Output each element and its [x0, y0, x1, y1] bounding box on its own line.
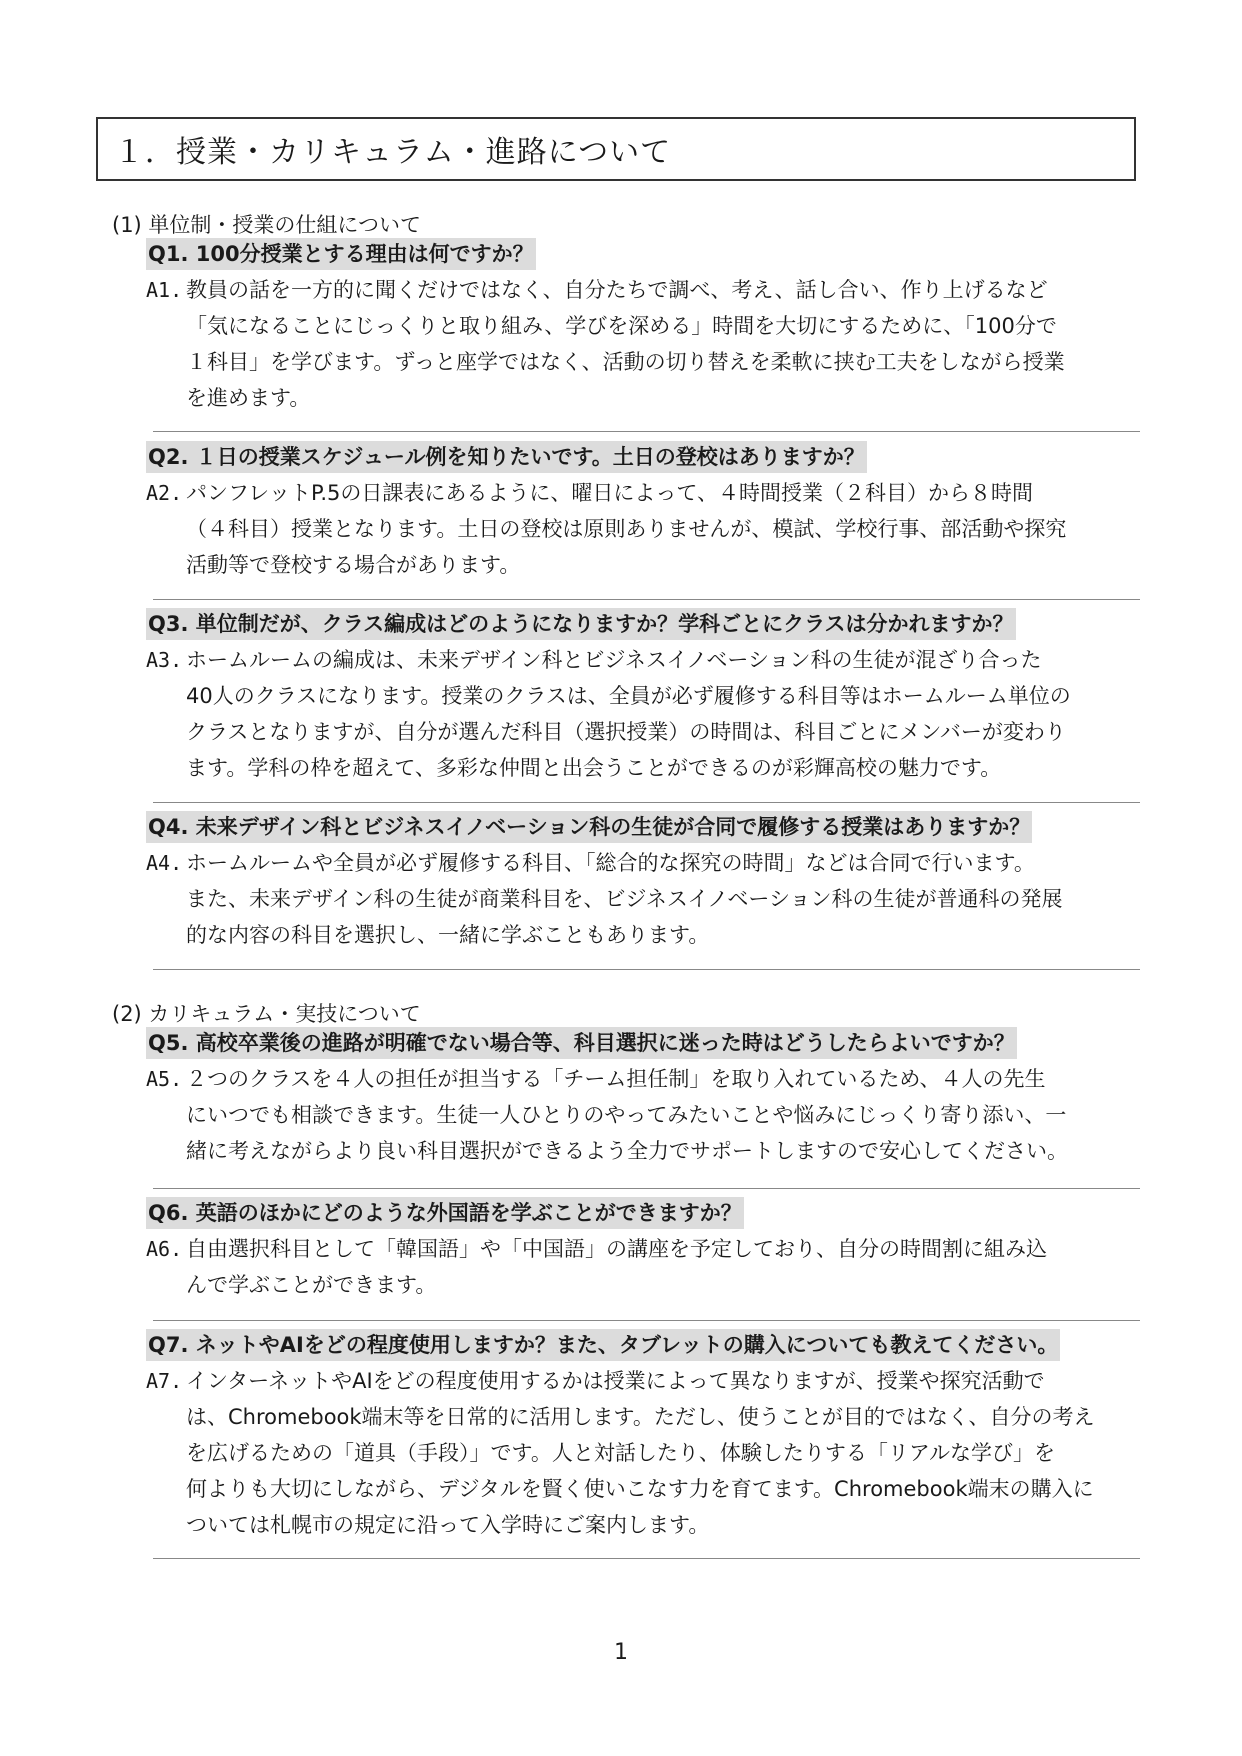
answer-line: 何よりも大切にしながら、デジタルを賢く使いこなす力を育てます。Chromebook端末の購入に	[186, 1477, 1094, 1501]
divider	[153, 431, 1140, 432]
answer-line: を進めます。	[186, 386, 311, 410]
answer-label: A7.	[146, 1369, 183, 1393]
answer-line: 緒に考えながらより良い科目選択ができるよう全力でサポートしますので安心してください。	[186, 1139, 1068, 1163]
divider	[153, 599, 1140, 600]
question-7: Q7. ネットやAIをどの程度使用しますか？また、タブレットの購入についても教えてください。	[146, 1329, 1060, 1361]
qa-item-2	[146, 441, 1136, 583]
divider	[153, 802, 1140, 803]
answer-line: ホームルームや全員が必ず履修する科目、「総合的な探究の時間」などは合同で行います。	[186, 851, 1035, 875]
answer-line: （４科目）授業となります。土日の登校は原則ありませんが、模試、学校行事、部活動や探究	[186, 517, 1067, 541]
qa-item-7	[146, 1329, 1136, 1543]
divider	[153, 1558, 1140, 1559]
answer-line: 活動等で登校する場合があります。	[186, 553, 521, 577]
answer-line: ホームルームの編成は、未来デザイン科とビジネスイノベーション科の生徒が混ざり合った	[186, 648, 1042, 672]
answer-line: んで学ぶことができます。	[186, 1273, 437, 1297]
answer-label: A4.	[146, 851, 183, 875]
question-3: Q3. 単位制だが、クラス編成はどのようになりますか？学科ごとにクラスは分かれますか？	[146, 608, 1016, 640]
answer-label: A1.	[146, 278, 183, 302]
answer-3	[146, 642, 1136, 786]
answer-line: にいつでも相談できます。生徒一人ひとりのやってみたいことや悩みにじっくり寄り添い、一	[186, 1103, 1067, 1127]
answer-2	[146, 475, 1136, 583]
answer-line: クラスとなりますが、自分が選んだ科目（選択授業）の時間は、科目ごとにメンバーが変わり	[186, 720, 1066, 744]
question-1: Q1. 100分授業とする理由は何ですか？	[146, 238, 536, 270]
answer-label: A2.	[146, 481, 183, 505]
section-title: １．授業・カリキュラム・進路について	[96, 117, 1136, 181]
answer-5	[146, 1061, 1136, 1169]
answer-line: ます。学科の枠を超えて、多彩な仲間と出会うことができるのが彩輝高校の魅力です。	[186, 756, 1002, 780]
answer-1	[146, 272, 1136, 416]
answer-label: A6.	[146, 1237, 183, 1261]
question-2: Q2. １日の授業スケジュール例を知りたいです。土日の登校はありますか？	[146, 441, 867, 473]
divider	[153, 1320, 1140, 1321]
answer-line: 40人のクラスになります。授業のクラスは、全員が必ず履修する科目等はホームルーム単位の	[186, 684, 1071, 708]
question-6: Q6. 英語のほかにどのような外国語を学ぶことができますか？	[146, 1197, 744, 1229]
question-5: Q5. 高校卒業後の進路が明確でない場合等、科目選択に迷った時はどうしたらよいですか？	[146, 1027, 1017, 1059]
answer-label: A5.	[146, 1067, 183, 1091]
divider	[153, 969, 1140, 970]
answer-4	[146, 845, 1136, 953]
qa-item-5	[146, 1027, 1136, 1169]
answer-line: は、Chromebook端末等を日常的に活用します。ただし、使うことが目的ではなく、自分の考え	[186, 1405, 1095, 1429]
answer-line: ついては札幌市の規定に沿って入学時にご案内します。	[186, 1513, 710, 1537]
answer-line: １科目」を学びます。ずっと座学ではなく、活動の切り替えを柔軟に挟む工夫をしながら授業	[186, 350, 1065, 374]
qa-item-1	[146, 238, 1136, 416]
answer-label: A3.	[146, 648, 183, 672]
subsection-heading: (1) 単位制・授業の仕組について	[112, 213, 422, 237]
qa-item-4	[146, 811, 1136, 953]
answer-line: また、未来デザイン科の生徒が商業科目を、ビジネスイノベーション科の生徒が普通科の発展	[186, 887, 1063, 911]
subsection-heading: (2) カリキュラム・実技について	[112, 1002, 421, 1026]
answer-line: パンフレットP.5の日課表にあるように、曜日によって、４時間授業（２科目）から８時間	[186, 481, 1033, 505]
answer-line: を広げるための「道具（手段）」です。人と対話したり、体験したりする「リアルな学び」を	[186, 1441, 1055, 1465]
question-4: Q4. 未来デザイン科とビジネスイノベーション科の生徒が合同で履修する授業はありますか？	[146, 811, 1032, 843]
answer-line: 教員の話を一方的に聞くだけではなく、自分たちで調べ、考え、話し合い、作り上げるなど	[186, 278, 1048, 302]
page-number: 1	[614, 1640, 628, 1665]
qa-item-3	[146, 608, 1136, 786]
divider	[153, 1188, 1140, 1189]
answer-line: 「気になることにじっくりと取り組み、学びを深める」時間を大切にするために、「100分で	[186, 314, 1057, 338]
answer-line: 的な内容の科目を選択し、一緒に学ぶこともあります。	[186, 923, 710, 947]
answer-line: インターネットやAIをどの程度使用するかは授業によって異なりますが、授業や探究活動で	[186, 1369, 1045, 1393]
answer-6	[146, 1231, 1136, 1303]
answer-line: 自由選択科目として「韓国語」や「中国語」の講座を予定しており、自分の時間割に組み込	[186, 1237, 1047, 1261]
answer-7	[146, 1363, 1136, 1543]
answer-line: ２つのクラスを４人の担任が担当する「チーム担任制」を取り入れているため、４人の先生	[186, 1067, 1046, 1091]
qa-item-6	[146, 1197, 1136, 1303]
